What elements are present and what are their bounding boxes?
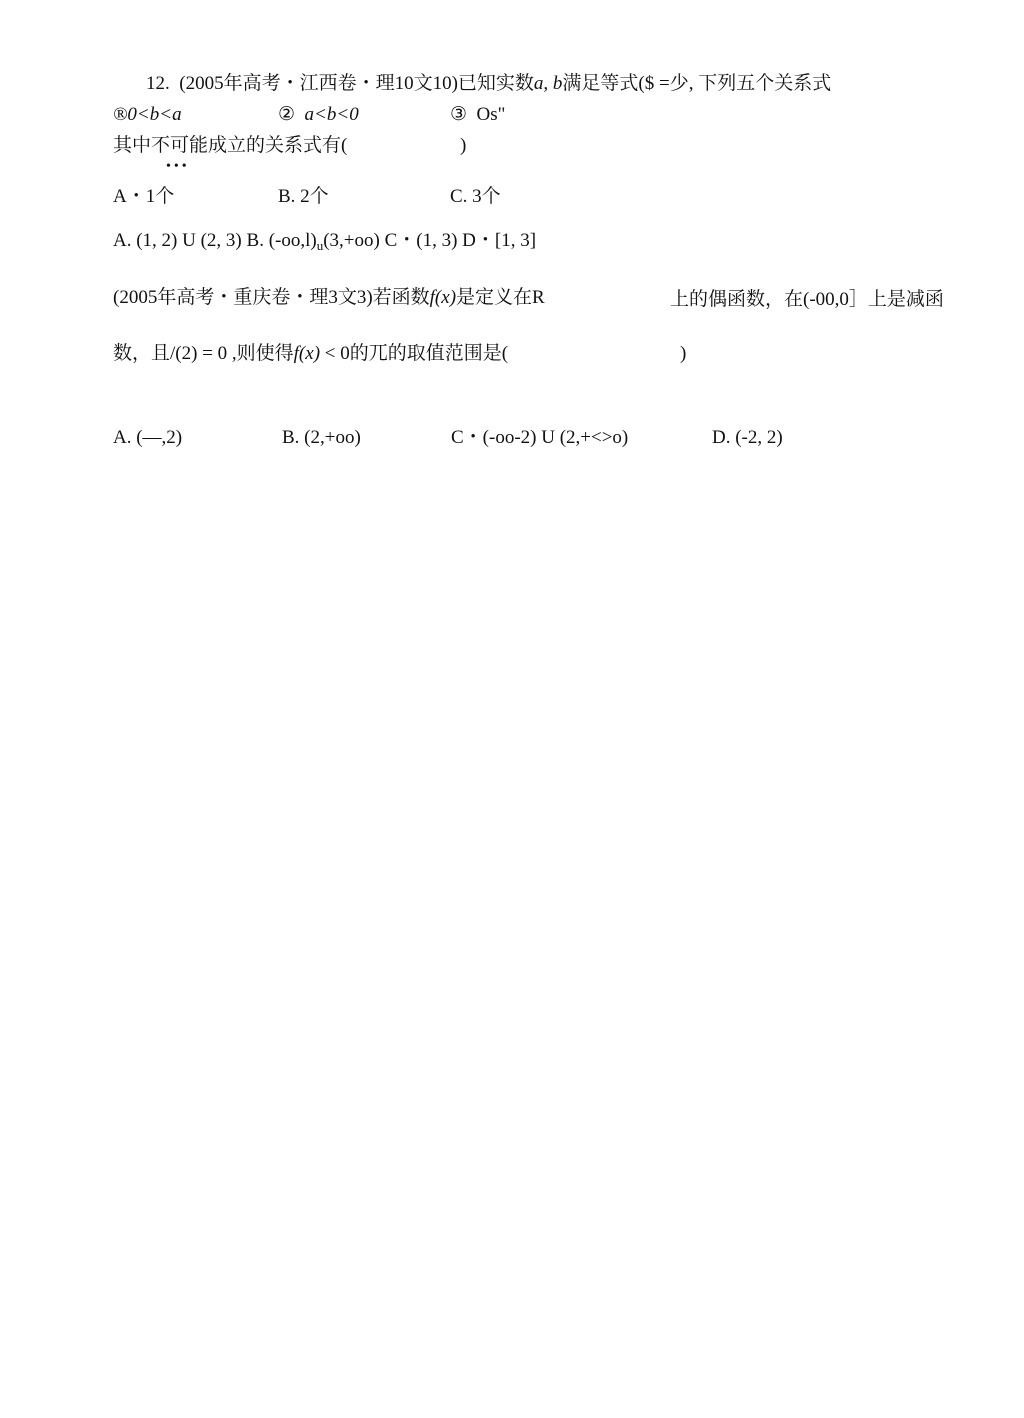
function-fx: f(x) bbox=[429, 287, 457, 308]
question-13-line-2 bbox=[113, 342, 508, 366]
question-13-close-paren: ) bbox=[680, 343, 687, 364]
q13-choice-c: C・(-oo-2) U (2,+<>o) bbox=[451, 427, 629, 448]
question-text: 满足等式( bbox=[562, 73, 645, 94]
relation-option-2 bbox=[278, 103, 359, 127]
stem-close-text: ) bbox=[460, 135, 467, 156]
question-13-line2-end: < 0的兀的取值范围是( bbox=[320, 343, 509, 364]
question-13-source: (2005年高考・重庆卷・理3文3)若函数 bbox=[113, 287, 430, 308]
relation-option-3-text: Os" bbox=[476, 104, 506, 125]
q12-choice-c: C. 3个 bbox=[450, 186, 501, 207]
answer-choice-b-pre: B. (-oo,l) bbox=[246, 230, 317, 251]
relation-option-1: ®0<b<a bbox=[113, 104, 182, 125]
circled-3-marker: ③ bbox=[450, 104, 468, 125]
question-garbled-text: $ =少, 下列五个关系式 bbox=[644, 73, 832, 94]
answer-choice-b-sub: u bbox=[316, 238, 324, 253]
answer-choice-a: A. (1, 2) U (2, 3) bbox=[113, 230, 242, 251]
relation-option-2-text: a<b<0 bbox=[304, 104, 359, 125]
question-13-text: 是定义在R bbox=[456, 287, 545, 308]
answer-choice-b-post: (3,+oo) bbox=[323, 230, 380, 251]
question-12-line bbox=[146, 72, 831, 96]
emphasis-dots: ••• bbox=[166, 159, 190, 174]
stem-close-paren bbox=[460, 134, 466, 158]
answer-choice-d: D・[1, 3] bbox=[462, 230, 537, 251]
question-13-line2-start: 数，且/(2) = 0 ,则使得 bbox=[113, 343, 294, 364]
q13-choice-d: D. (-2, 2) bbox=[712, 427, 783, 448]
q12-choice-b: B. 2个 bbox=[278, 186, 329, 207]
answer-choices-line bbox=[113, 229, 536, 258]
question-13-line-1-right: 上的偶函数，在(-00,0］上是减函 bbox=[670, 289, 944, 310]
function-fx-2: f(x) bbox=[293, 343, 321, 364]
q13-choice-b: B. (2,+oo) bbox=[282, 427, 361, 448]
variable-a: a, bbox=[533, 73, 549, 94]
answer-choice-c: C・(1, 3) bbox=[384, 230, 458, 251]
question-12-stem bbox=[113, 134, 347, 158]
stem-text: 其中不可能成立的关系式有( bbox=[113, 135, 348, 156]
q13-choice-a: A. (—,2) bbox=[113, 427, 183, 448]
q12-choice-a: A・1个 bbox=[113, 186, 175, 207]
question-number: 12. bbox=[146, 73, 170, 94]
question-13-line-1-left bbox=[113, 286, 545, 310]
relation-options-line bbox=[113, 103, 182, 127]
relation-option-3 bbox=[450, 103, 505, 127]
circled-2-marker: ② bbox=[278, 104, 296, 125]
variable-b: b bbox=[552, 73, 563, 94]
question-source: (2005年高考・江西卷・理10文10)已知实数 bbox=[179, 73, 534, 94]
